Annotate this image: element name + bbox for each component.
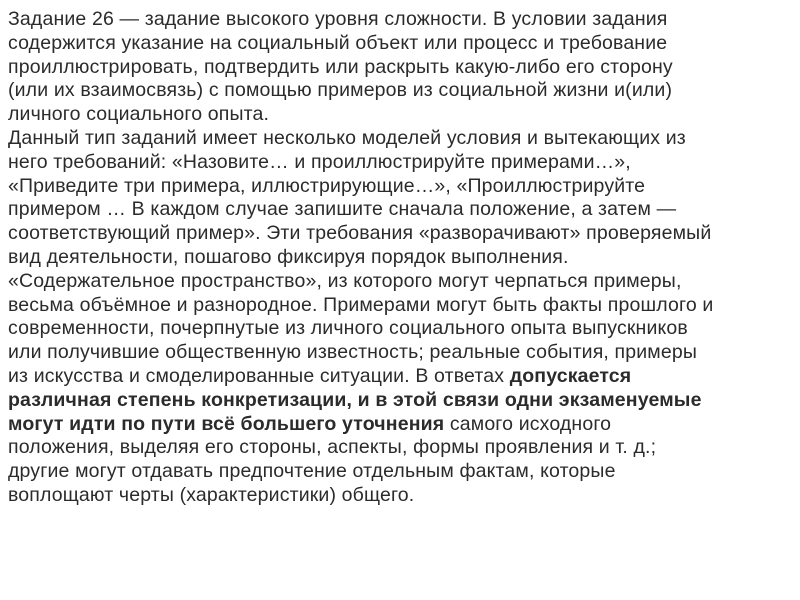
text-line <box>8 56 794 80</box>
text-span: содержится указание на социальный объект или процесс и требование <box>8 31 668 54</box>
text-span: положения, выделяя его стороны, аспекты, формы проявления и т. д.; <box>8 436 657 459</box>
text-block <box>8 8 794 508</box>
text-line <box>8 127 794 151</box>
text-line <box>8 79 794 103</box>
text-span: «Приведите три примера, иллюстрирующие…», «Проиллюстрируйте <box>8 174 646 197</box>
text-span: Задание 26 — задание высокого уровня сложности. В условии задания <box>8 8 668 30</box>
text-span: примером … В каждом случае запишите сначала положение, а затем — <box>8 198 677 221</box>
text-span: проиллюстрировать, подтвердить или раскрыть какую-либо его сторону <box>8 55 673 78</box>
text-line <box>8 222 794 246</box>
text-line <box>8 484 794 508</box>
bold-text-span: допускается <box>509 364 632 387</box>
text-span: вид деятельности, пошагово фиксируя порядок выполнения. <box>8 245 569 268</box>
text-line <box>8 317 794 341</box>
text-line <box>8 175 794 199</box>
text-line <box>8 32 794 56</box>
text-line <box>8 389 794 413</box>
text-span: Данный тип заданий имеет несколько моделей условия и вытекающих из <box>8 126 686 149</box>
text-span: из искусства и смоделированные ситуации. В ответах <box>8 364 510 387</box>
text-line <box>8 151 794 175</box>
text-line <box>8 365 794 389</box>
bold-text-span: могут идти по пути всё большего уточнения <box>8 412 445 435</box>
text-span: личного социального опыта. <box>8 103 270 126</box>
text-line <box>8 198 794 222</box>
text-span: «Содержательное пространство», из которого могут черпаться примеры, <box>8 269 682 292</box>
text-span: современности, почерпнутые из личного социального опыта выпускников <box>8 317 688 340</box>
text-span: воплощают черты (характеристики) общего. <box>8 483 415 506</box>
text-line <box>8 270 794 294</box>
text-line <box>8 341 794 365</box>
text-line <box>8 8 794 32</box>
text-span: соответствующий пример». Эти требования «разворачивают» проверяемый <box>8 222 712 245</box>
text-span: самого исходного <box>444 412 612 435</box>
text-line <box>8 436 794 460</box>
text-span: весьма объёмное и разнородное. Примерами могут быть факты прошлого и <box>8 293 714 316</box>
text-line <box>8 294 794 318</box>
text-span: другие могут отдавать предпочтение отдельным фактам, которые <box>8 460 616 483</box>
text-line <box>8 460 794 484</box>
text-span: (или их взаимосвязь) с помощью примеров из социальной жизни и(или) <box>8 79 673 102</box>
text-line <box>8 103 794 127</box>
text-span: него требований: «Назовите… и проиллюстрируйте примерами…», <box>8 150 631 173</box>
text-line <box>8 413 794 437</box>
text-line <box>8 246 794 270</box>
text-span: или получившие общественную известность; реальные события, примеры <box>8 341 698 364</box>
bold-text-span: различная степень конкретизации, и в этой связи одни экзаменуемые <box>8 388 702 411</box>
